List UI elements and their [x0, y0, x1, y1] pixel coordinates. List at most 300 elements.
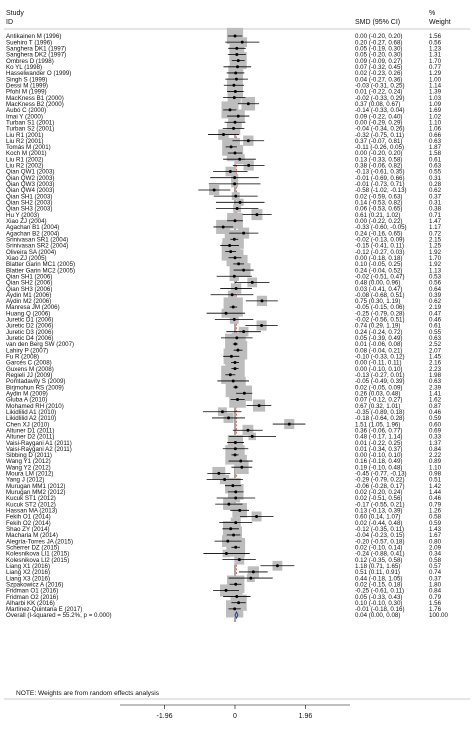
- point-estimate: [234, 343, 237, 346]
- study-label: Aydin M (2009): [6, 390, 48, 398]
- study-label: Altuner D1 (2011): [6, 427, 55, 435]
- study-weight: 0.87: [429, 402, 442, 410]
- effect-ci: 0.36 (-0.06, 0.77): [355, 427, 403, 435]
- point-estimate: [228, 108, 231, 111]
- effect-ci: 0.75 (0.30, 1.19): [355, 298, 401, 306]
- effect-ci: 0.13 (-0.13, 0.39): [355, 507, 403, 515]
- point-estimate: [242, 232, 245, 235]
- point-estimate: [232, 379, 235, 382]
- point-estimate: [276, 564, 279, 567]
- study-label: Pomtadavity S (2009): [6, 378, 66, 386]
- point-estimate: [252, 570, 255, 573]
- effect-ci: -0.04 (-0.23, 0.15): [355, 532, 405, 540]
- point-estimate: [229, 527, 232, 530]
- point-estimate: [234, 219, 237, 222]
- effect-ci: -0.08 (-0.68, 0.51): [355, 291, 405, 299]
- study-weight: 0.89: [429, 458, 442, 466]
- point-estimate: [234, 447, 237, 450]
- effect-ci: 0.26 (0.03, 0.48): [355, 390, 401, 398]
- point-estimate: [234, 71, 237, 74]
- study-weight: 0.71: [429, 211, 442, 219]
- point-estimate: [230, 145, 233, 148]
- study-label: Martinez-Quintana E (2017): [6, 606, 83, 614]
- study-label: Tomás M (2001): [6, 144, 51, 152]
- study-weight: 2.09: [429, 544, 442, 552]
- study-weight: 0.60: [429, 421, 442, 429]
- study-label: Wang Y1 (2012): [6, 458, 51, 466]
- effect-ci: 0.10 (-0.05, 0.25): [355, 261, 403, 269]
- point-estimate: [246, 429, 249, 432]
- note-text: NOTE: Weights are from random effects analysis: [16, 690, 160, 697]
- study-label: Birjmohun RS (2009): [6, 384, 64, 392]
- study-weight: 1.00: [429, 76, 442, 84]
- effect-ci: -0.06 (-0.28, 0.17): [355, 482, 405, 490]
- study-label: Dessi M (1999): [6, 82, 48, 90]
- effect-ci: 1.51 (1.05, 1.96): [355, 421, 401, 429]
- study-weight: 0.51: [429, 476, 442, 484]
- study-label: Qian QW2 (2003): [6, 174, 55, 182]
- study-label: Aydin M1 (2006): [6, 291, 52, 299]
- point-estimate: [231, 484, 234, 487]
- point-estimate: [234, 256, 237, 259]
- study-label: Sanghera DK1 (1997): [6, 45, 67, 53]
- effect-ci: -0.01 (-0.73, 0.71): [355, 181, 405, 189]
- study-label: Lahiry P (2007): [6, 347, 49, 355]
- study-weight: 1.62: [429, 396, 442, 404]
- study-weight: 2.15: [429, 236, 442, 244]
- study-label: Koch M (2001): [6, 150, 47, 158]
- effect-ci: 0.02 (-0.51, 0.56): [355, 495, 403, 503]
- study-label: Sanghera DK2 (1997): [6, 51, 67, 59]
- study-label: Liang X3 (2016): [6, 575, 51, 583]
- point-estimate: [239, 201, 242, 204]
- study-weight: 1.25: [429, 242, 442, 250]
- point-estimate: [251, 281, 254, 284]
- study-weight: 1.06: [429, 125, 442, 133]
- study-label: Liu R2 (2001): [6, 137, 44, 145]
- effect-ci: 0.61 (0.21, 1.02): [355, 211, 401, 219]
- x-tick-label: -1.96: [156, 713, 173, 720]
- study-label: Fekih O1 (2014): [6, 513, 51, 521]
- study-label: Guxens M (2008): [6, 365, 54, 373]
- point-estimate: [232, 306, 235, 309]
- effect-ci: 0.48 (-0.17, 1.14): [355, 433, 403, 441]
- effect-ci: 0.03 (-0.41, 0.47): [355, 285, 403, 293]
- study-label: Fu R (2008): [6, 353, 40, 361]
- point-estimate: [234, 441, 237, 444]
- effect-ci: 0.37 (0.08, 0.67): [355, 100, 401, 108]
- effect-ci: 0.20 (-0.27, 0.68): [355, 39, 403, 47]
- point-estimate: [235, 78, 238, 81]
- effect-ci: -0.10 (-0.33, 0.12): [355, 353, 405, 361]
- point-estimate: [237, 59, 240, 62]
- study-label: Likidlilid A1 (2010): [6, 408, 57, 416]
- study-label: Huang Q (2006): [6, 310, 51, 318]
- point-estimate: [234, 367, 237, 370]
- study-label: Altuner D2 (2011): [6, 433, 55, 441]
- effect-ci: -0.18 (-0.64, 0.28): [355, 415, 405, 423]
- effect-ci: 0.24 (-0.04, 0.52): [355, 267, 403, 275]
- study-label: MacKness B1 (2000): [6, 94, 64, 102]
- study-weight: 1.45: [429, 353, 442, 361]
- study-weight: 0.62: [429, 298, 442, 306]
- effect-ci: -0.25 (-0.61, 0.11): [355, 587, 405, 595]
- study-label: Szpakowicz A (2016): [6, 581, 64, 589]
- study-label: Hu Y (2003): [6, 211, 40, 219]
- study-label: Oliveira SA (2004): [6, 248, 57, 256]
- point-estimate: [234, 583, 237, 586]
- effect-ci: 0.14 (-0.53, 0.82): [355, 199, 403, 207]
- point-estimate: [217, 472, 220, 475]
- effect-ci: 0.07 (-0.12, 0.27): [355, 396, 403, 404]
- point-estimate: [232, 533, 235, 536]
- effect-ci: 0.00 (-0.20, 0.20): [355, 33, 403, 41]
- study-label: Hasselwander O (1999): [6, 70, 72, 78]
- point-estimate: [234, 521, 237, 524]
- effect-ci: -0.24 (-0.88, 0.41): [355, 550, 405, 558]
- study-label: Alharbi KK (2016): [6, 599, 55, 607]
- study-label: MacKness B2 (2000): [6, 100, 64, 108]
- study-label: Qian SH2 (2006): [6, 279, 53, 287]
- study-weight: 1.26: [429, 507, 442, 515]
- study-label: Liang X1 (2016): [6, 562, 51, 570]
- study-weight: 0.33: [429, 433, 442, 441]
- point-estimate: [233, 96, 236, 99]
- effect-ci: 0.02 (-0.23, 0.26): [355, 70, 403, 78]
- study-label: Ombres D (1998): [6, 57, 54, 65]
- study-weight: 0.46: [429, 408, 442, 416]
- study-label: Srinivasan SR2 (2004): [6, 242, 69, 250]
- study-weight: 1.41: [429, 390, 442, 398]
- point-estimate: [234, 195, 237, 198]
- study-weight: 0.63: [429, 335, 442, 343]
- study-label: Ko YL (1998): [6, 64, 43, 71]
- study-label: Blatter Garin MC2 (2005): [6, 267, 76, 275]
- study-weight: 2.23: [429, 365, 442, 373]
- point-estimate: [234, 35, 237, 38]
- effect-ci: 0.00 (-0.10, 0.10): [355, 365, 403, 373]
- point-estimate: [255, 515, 258, 518]
- study-weight: 0.80: [429, 538, 442, 546]
- study-weight: 0.38: [429, 205, 442, 213]
- point-estimate: [225, 552, 228, 555]
- effect-ci: 0.02 (-0.15, 0.18): [355, 581, 403, 589]
- study-label: Juretic D2 (2006): [6, 322, 54, 330]
- study-weight: 1.76: [429, 606, 442, 614]
- study-label: Pfohl M (1999): [6, 88, 47, 96]
- point-estimate: [247, 164, 250, 167]
- study-weight: 0.53: [429, 273, 442, 281]
- study-label: Srinivasan SR1 (2004): [6, 236, 69, 244]
- point-estimate: [258, 404, 261, 407]
- study-label: Aydin M2 (2006): [6, 298, 52, 306]
- effect-ci: -0.58 (-1.02, -0.13): [355, 187, 407, 195]
- study-weight: 1.87: [429, 144, 442, 152]
- point-estimate: [235, 53, 238, 56]
- study-label: Aubó C (2000): [6, 107, 47, 115]
- point-estimate: [226, 540, 229, 543]
- study-label: Fridman O2 (2016): [6, 593, 59, 601]
- point-estimate: [249, 577, 252, 580]
- point-estimate: [288, 423, 291, 426]
- study-label: Suehiro T (1996): [6, 39, 53, 47]
- study-weight: 1.23: [429, 45, 442, 53]
- study-weight: 0.47: [429, 310, 442, 318]
- point-estimate: [222, 133, 225, 136]
- point-estimate: [239, 460, 242, 463]
- study-weight: 1.56: [429, 599, 442, 607]
- study-weight: 0.63: [429, 137, 442, 145]
- effect-ci: 0.00 (-0.11, 0.11): [355, 359, 402, 367]
- study-weight: 1.70: [429, 57, 442, 65]
- effect-ci: -0.02 (-0.13, 0.09): [355, 236, 405, 244]
- effect-ci: 0.05 (-0.33, 0.43): [355, 593, 403, 601]
- point-estimate: [231, 293, 234, 296]
- study-label: Qian QW4 (2003): [6, 187, 55, 195]
- study-weight: 0.31: [429, 174, 442, 182]
- study-weight: 1.92: [429, 248, 442, 256]
- header: [6, 10, 451, 26]
- study-weight: 0.59: [429, 415, 442, 423]
- effect-ci: 0.02 (-0.59, 0.63): [355, 193, 403, 201]
- effect-ci: -0.01 (-0.18, 0.16): [355, 606, 405, 614]
- study-label: Qian QW3 (2003): [6, 181, 55, 189]
- study-weight: 1.29: [429, 70, 442, 78]
- study-label: Kucuk ST2 (2012): [6, 501, 56, 509]
- header-weight: Weight: [429, 19, 451, 26]
- effect-ci: -0.05 (-0.49, 0.39): [355, 378, 405, 386]
- point-estimate: [243, 392, 246, 395]
- effect-ci: -0.13 (-0.27, 0.01): [355, 372, 405, 379]
- point-estimate: [228, 244, 231, 247]
- point-estimate: [229, 170, 232, 173]
- study-weight: 0.74: [429, 569, 442, 577]
- study-label: Blatter Garin MC1 (2005): [6, 261, 76, 269]
- study-weight: 2.39: [429, 384, 442, 392]
- effect-ci: -0.11 (-0.26, 0.05): [355, 144, 405, 152]
- point-estimate: [236, 349, 239, 352]
- effect-ci: 0.00 (-0.10, 0.10): [355, 452, 403, 460]
- point-estimate: [227, 416, 230, 419]
- x-tick-label: 0: [233, 713, 237, 720]
- study-label: Mohamed RH (2010): [6, 402, 64, 410]
- effect-ci: 0.37 (-0.07, 0.81): [355, 137, 403, 145]
- study-label: Liu R1 (2002): [6, 156, 44, 164]
- study-weight: 1.10: [429, 464, 442, 472]
- study-label: Yang J (2012): [6, 476, 45, 484]
- effect-ci: -0.17 (-0.55, 0.21): [355, 501, 405, 509]
- point-estimate: [234, 386, 237, 389]
- study-label: Vaisi-Raygani A2 (2011): [6, 445, 72, 453]
- study-label: Liang X2 (2016): [6, 569, 51, 577]
- study-weight: 0.55: [429, 328, 442, 336]
- study-weight: 0.46: [429, 495, 442, 503]
- study-weight: 0.55: [429, 168, 442, 176]
- study-weight: 0.98: [429, 470, 442, 478]
- study-weight: 0.39: [429, 291, 442, 299]
- effect-ci: 0.02 (-0.05, 0.09): [355, 384, 403, 392]
- study-label: Agachan B2 (2004): [6, 230, 60, 238]
- study-weight: 2.16: [429, 359, 442, 367]
- study-weight: 1.37: [429, 439, 442, 447]
- point-estimate: [227, 503, 230, 506]
- study-weight: 1.58: [429, 150, 442, 158]
- point-estimate: [260, 324, 263, 327]
- header-pct: %: [429, 10, 436, 17]
- effect-ci: 0.24 (-0.24, 0.72): [355, 328, 403, 336]
- study-weight: 0.46: [429, 316, 442, 324]
- study-weight: 1.47: [429, 218, 442, 225]
- overall-weight: 100.00: [429, 612, 448, 620]
- study-label: Alegría-Torres JA (2015): [6, 538, 74, 546]
- point-estimate: [233, 238, 236, 241]
- point-estimate: [230, 355, 233, 358]
- effect-ci: -0.25 (-0.79, 0.28): [355, 310, 405, 318]
- effect-ci: 0.09 (-0.22, 0.40): [355, 113, 403, 121]
- study-weight: 1.44: [429, 489, 442, 497]
- point-estimate: [229, 250, 232, 253]
- study-weight: 0.84: [429, 587, 442, 595]
- point-estimate: [233, 182, 236, 185]
- study-weight: 1.13: [429, 267, 442, 275]
- effect-ci: 0.44 (-0.18, 1.05): [355, 575, 403, 583]
- study-weight: 0.59: [429, 519, 442, 527]
- study-weight: 0.57: [429, 562, 442, 570]
- study-label: Imai Y (2000): [6, 113, 43, 121]
- study-label: Regieli JJ (2009): [6, 372, 53, 379]
- study-label: Agachan B1 (2004): [6, 224, 60, 232]
- effect-ci: -0.29 (-0.79, 0.22): [355, 476, 405, 484]
- overall-ci: 0.04 (0.00, 0.08): [355, 612, 401, 620]
- header-effect: SMD (95% CI): [355, 19, 401, 26]
- study-weight: 1.92: [429, 261, 442, 269]
- study-weight: 0.63: [429, 162, 442, 170]
- study-label: Likidlilid A2 (2010): [6, 415, 57, 423]
- point-estimate: [234, 453, 237, 456]
- study-weight: 1.67: [429, 532, 442, 540]
- study-weight: 1.10: [429, 119, 442, 127]
- study-label: Liu R1 (2001): [6, 131, 44, 139]
- effect-ci: -0.02 (-0.33, 0.29): [355, 94, 405, 102]
- study-label: Chen XJ (2010): [6, 421, 50, 429]
- effect-ci: 0.74 (0.29, 1.19): [355, 322, 401, 330]
- x-tick-label: 1.96: [298, 713, 313, 720]
- study-label: Qian SH3 (2006): [6, 285, 53, 293]
- effect-ci: 0.60 (0.14, 1.07): [355, 513, 401, 521]
- point-estimate: [235, 336, 238, 339]
- effect-ci: 0.02 (-0.10, 0.14): [355, 544, 403, 552]
- effect-ci: -0.20 (-0.57, 0.18): [355, 538, 405, 546]
- effect-ci: -0.12 (-0.27, 0.03): [355, 248, 405, 256]
- effect-ci: 0.02 (-0.44, 0.48): [355, 519, 403, 527]
- study-label: Moura LM (2012): [6, 470, 54, 478]
- point-estimate: [233, 176, 236, 179]
- point-estimate: [234, 546, 237, 549]
- point-estimate: [234, 121, 237, 124]
- study-weight: 1.09: [429, 100, 442, 108]
- effect-ci: 0.08 (-0.04, 0.21): [355, 347, 403, 355]
- study-weight: 0.58: [429, 513, 442, 521]
- study-weight: 0.64: [429, 285, 442, 293]
- effect-ci: 0.01 (-0.22, 0.25): [355, 439, 403, 447]
- effect-ci: 1.18 (0.71, 1.65): [355, 562, 401, 570]
- study-label: Juretic D1 (2006): [6, 316, 54, 324]
- point-estimate: [234, 497, 237, 500]
- study-weight: 2.19: [429, 304, 442, 312]
- effect-ci: -0.13 (-0.61, 0.35): [355, 168, 405, 176]
- study-weight: 0.56: [429, 279, 442, 287]
- study-label: Shao ZY (2014): [6, 526, 50, 533]
- study-label: Turban S2 (2001): [6, 125, 55, 133]
- study-label: Qian QW1 (2003): [6, 168, 55, 176]
- effect-ci: 0.05 (-0.39, 0.49): [355, 335, 403, 343]
- point-estimate: [238, 158, 241, 161]
- study-weight: 0.34: [429, 550, 442, 558]
- effect-ci: 0.16 (-0.18, 0.49): [355, 458, 403, 466]
- point-estimate: [232, 127, 235, 130]
- point-estimate: [235, 287, 238, 290]
- study-label: Kolesnikova LI1 (2015): [6, 550, 70, 558]
- point-estimate: [234, 152, 237, 155]
- study-weight: 2.07: [429, 347, 442, 355]
- effect-ci: 0.06 (-0.53, 0.65): [355, 205, 403, 213]
- plot-marks: [198, 28, 305, 622]
- effect-ci: 0.48 (0.00, 0.96): [355, 279, 401, 287]
- effect-ci: -0.33 (-0.60, -0.05): [355, 224, 407, 232]
- point-estimate: [235, 595, 238, 598]
- effect-ci: 0.09 (-0.09, 0.27): [355, 57, 403, 65]
- effect-ci: 0.07 (-0.32, 0.45): [355, 64, 403, 71]
- effect-ci: 0.04 (-0.27, 0.36): [355, 76, 403, 84]
- point-estimate: [221, 410, 224, 413]
- study-label: Fridman O1 (2016): [6, 587, 59, 595]
- study-weight: 1.02: [429, 113, 442, 121]
- study-label: Manresa JM (2006): [6, 304, 60, 312]
- study-label: Juretic D3 (2006): [6, 328, 54, 336]
- effect-ci: 0.67 (0.32, 1.01): [355, 402, 401, 410]
- study-label: Sibbing D (2011): [6, 452, 52, 460]
- overall-label: Overall (I-squared = 55.2%, p = 0.000): [6, 612, 112, 620]
- study-label: Gluba A (2010): [6, 396, 48, 404]
- effect-ci: 0.02 (-0.20, 0.24): [355, 489, 403, 497]
- study-label: Xiao ZJ (2005): [6, 254, 47, 262]
- effect-ci: 0.24 (-0.16, 0.65): [355, 230, 403, 238]
- point-estimate: [213, 189, 216, 192]
- point-estimate: [233, 607, 236, 610]
- study-label: Turban S1 (2001): [6, 119, 55, 127]
- effect-ci: 0.12 (-0.35, 0.58): [355, 556, 403, 564]
- effect-ci: -0.32 (-0.75, 0.11): [355, 131, 405, 139]
- point-estimate: [232, 84, 235, 87]
- study-label: Wang Y2 (2012): [6, 464, 51, 472]
- point-estimate: [235, 47, 238, 50]
- study-weight: 0.37: [429, 193, 442, 201]
- point-estimate: [236, 65, 239, 68]
- study-weight: 1.43: [429, 526, 442, 533]
- header-study: Study: [6, 10, 24, 17]
- study-weight: 0.61: [429, 322, 442, 330]
- study-label: Hassan MA (2013): [6, 507, 58, 515]
- effect-ci: 0.00 (-0.20, 0.20): [355, 150, 403, 158]
- effect-ci: 0.05 (-0.20, 0.30): [355, 51, 403, 59]
- study-weight: 0.69: [429, 427, 442, 435]
- effect-ci: -0.12 (-0.35, 0.11): [355, 526, 405, 533]
- point-estimate: [247, 102, 250, 105]
- effect-ci: 0.10 (-0.10, 0.30): [355, 599, 403, 607]
- study-weight: 1.70: [429, 254, 442, 262]
- point-estimate: [234, 90, 237, 93]
- study-weight: 1.17: [429, 224, 442, 232]
